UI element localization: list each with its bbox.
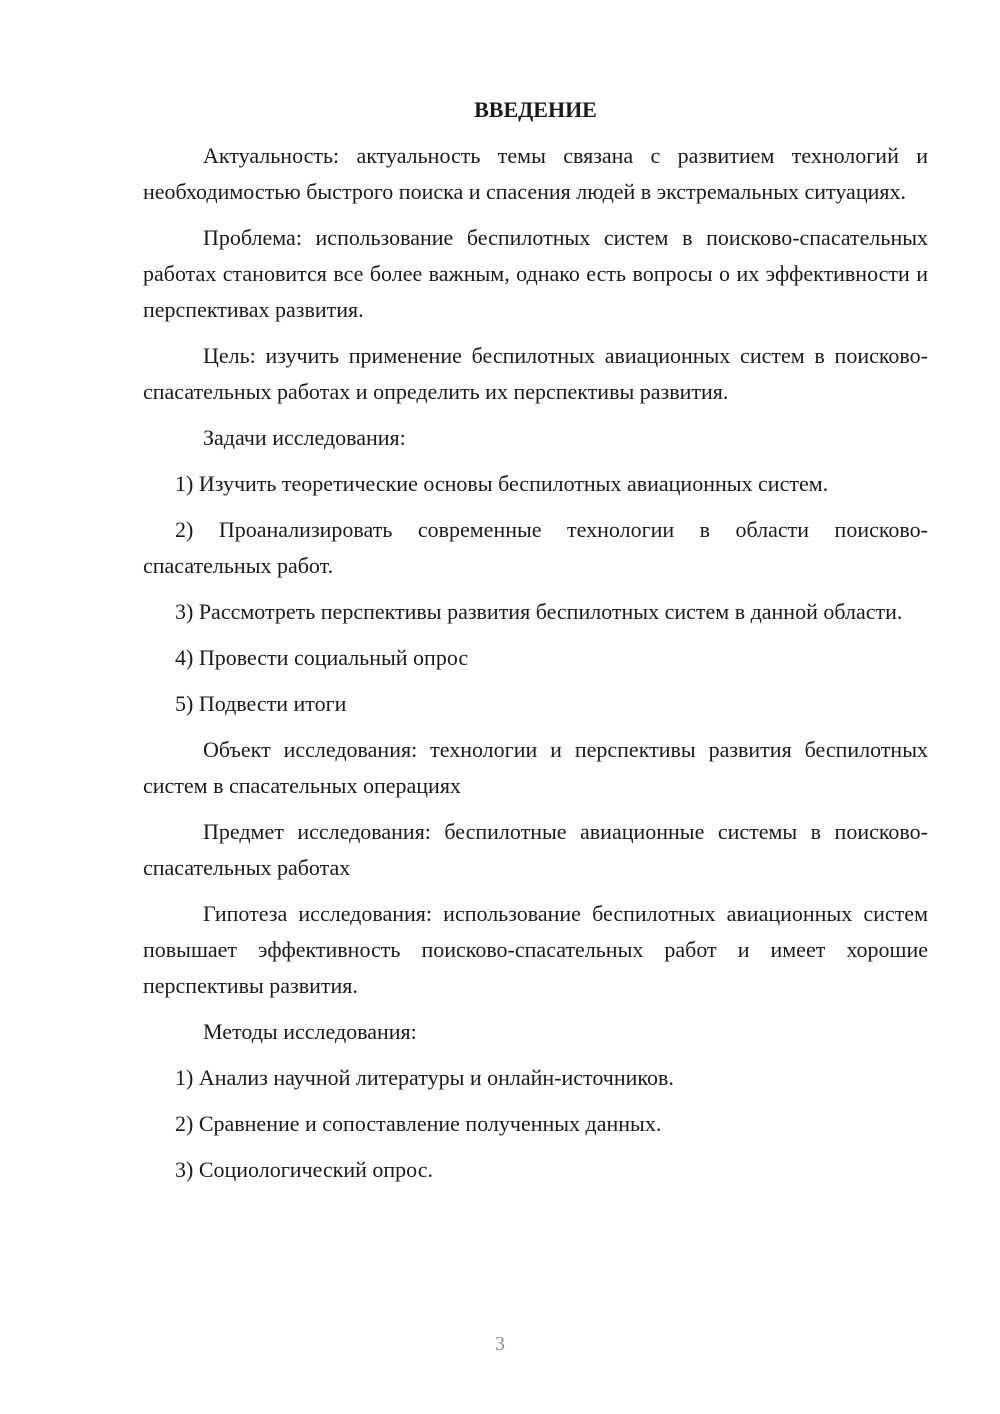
- methods-heading: Методы исследования:: [203, 1019, 417, 1044]
- hypothesis-paragraph: Гипотеза исследования: использование беспилотных авиационных систем повышает эффективность поисково-спасательных работ и имеет хорошие перспективы развития.: [143, 901, 928, 998]
- task-item: 1) Изучить теоретические основы беспилотных авиационных систем.: [175, 471, 829, 496]
- subject-paragraph: Предмет исследования: беспилотные авиационные системы в поисково-спасательных работах: [143, 819, 928, 880]
- relevance-paragraph: Актуальность: актуальность темы связана с развитием технологий и необходимостью быстрого поиска и спасения людей в экстремальных ситуациях.: [143, 143, 928, 204]
- task-item: 2) Проанализировать современные технологии в области поисково-спасательных работ.: [143, 517, 928, 578]
- tasks-heading: Задачи исследования:: [203, 425, 406, 450]
- task-item: 4) Провести социальный опрос: [175, 645, 469, 670]
- goal-paragraph: Цель: изучить применение беспилотных авиационных систем в поисково-спасательных работах и определить их перспективы развития.: [143, 343, 928, 404]
- document-title: ВВЕДЕНИЕ: [474, 97, 597, 122]
- method-item: 3) Социологический опрос.: [175, 1157, 433, 1182]
- method-item: 1) Анализ научной литературы и онлайн-источников.: [175, 1065, 674, 1090]
- object-paragraph: Объект исследования: технологии и перспективы развития беспилотных систем в спасательных операциях: [143, 737, 928, 798]
- task-item: 3) Рассмотреть перспективы развития беспилотных систем в данной области.: [175, 599, 903, 624]
- method-item: 2) Сравнение и сопоставление полученных данных.: [175, 1111, 662, 1136]
- problem-paragraph: Проблема: использование беспилотных систем в поисково-спасательных работах становится все более важным, однако есть вопросы о их эффективности и перспективах развития.: [143, 225, 928, 322]
- task-item: 5) Подвести итоги: [175, 691, 347, 716]
- document-page: [143, 95, 928, 1198]
- page-number: 3: [495, 1333, 505, 1355]
